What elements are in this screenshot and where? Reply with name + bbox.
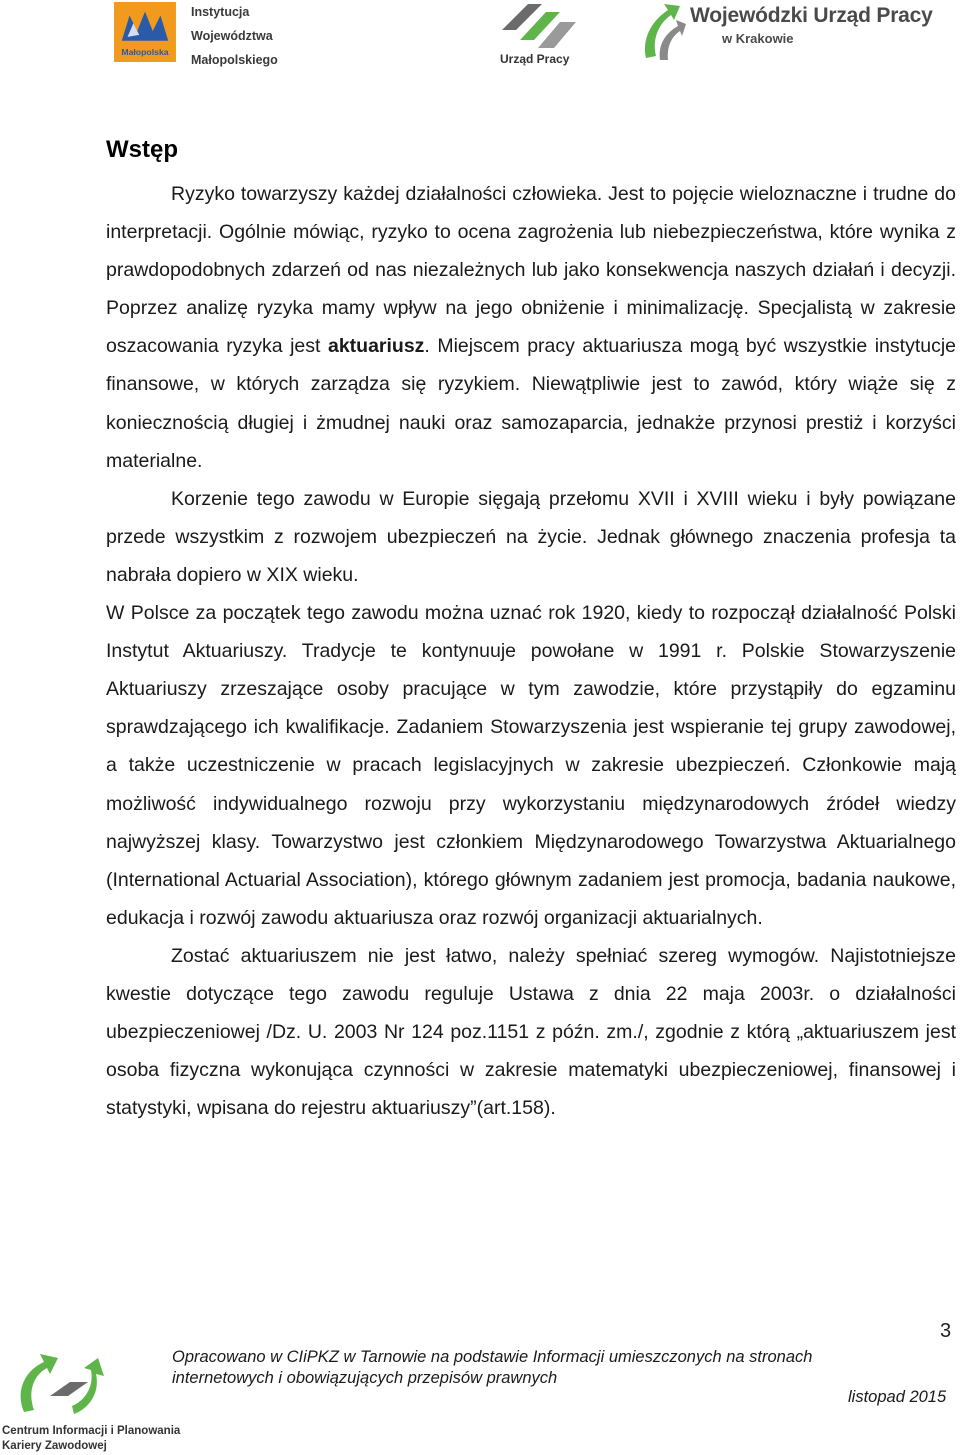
- wup-subtitle: w Krakowie: [722, 31, 794, 46]
- section-heading: Wstęp: [106, 136, 178, 163]
- malopolska-line-2: Województwa: [191, 29, 273, 43]
- paragraph-1: [106, 175, 956, 480]
- paragraph-4: Zostać aktuariuszem nie jest łatwo, należy spełniać szereg wymogów. Najistotniejsze kwestie dotyczące tego zawodu reguluje Ustawa z dnia 22 maja 2003r. o działalności ubezpieczeniowej /Dz. U. 2003 Nr 124 poz.1151 z późn. zm./, zgodnie z którą „aktuariuszem jest osoba fizyczna wykonująca czynności w zakresie matematyki ubezpieczeniowej, finansowej i statystyki, wpisana do rejestru aktuariuszy”(art.158).: [106, 944, 956, 1120]
- cip-logo: [0, 1352, 181, 1455]
- wup-arrows-icon: [640, 0, 688, 64]
- footer-line-1: Opracowano w CIiPKZ w Tarnowie na podstawie Informacji umieszczonych na stronach: [172, 1348, 813, 1366]
- cip-arrows-icon: [14, 1352, 124, 1422]
- paragraph-2: Korzenie tego zawodu w Europie sięgają przełomu XVII i XVIII wieku i były powiązane przede wszystkim z rozwojem ubezpieczeń na życie. Jednak głównego znaczenia profesja ta nabrała dopiero w XIX wieku.: [106, 487, 956, 586]
- urzad-pracy-label: Urząd Pracy: [500, 52, 570, 66]
- malopolska-logo: [113, 0, 293, 72]
- malopolska-line-1: Instytucja: [191, 5, 250, 19]
- footer-note: [172, 1347, 812, 1389]
- urzad-pracy-logo: [498, 0, 580, 70]
- document-body: [106, 175, 956, 1127]
- malopolska-mark-label: Małopolska: [121, 47, 169, 58]
- wup-logo: [640, 0, 940, 70]
- malopolska-line-3: Małopolskiego: [191, 53, 278, 67]
- cip-line-1: Centrum Informacji i Planowania: [2, 1425, 181, 1437]
- footer-line-2: internetowych i obowiązujących przepisów prawnych: [172, 1369, 558, 1387]
- page-number: 3: [940, 1320, 952, 1342]
- malopolska-emblem-icon: [113, 2, 177, 62]
- p1-text-before: Ryzyko towarzyszy każdej działalności człowieka. Jest to pojęcie wieloznaczne i trudne do interpretacji. Ogólnie mówiąc, ryzyko to ocena zagrożenia lub niebezpieczeństwa, które wynika z prawdopodobnych zdarzeń od nas niezależnych lub jako konsekwencja naszych działań i decyzji. Poprzez analizę ryzyka mamy wpływ na jego obniżenie i minimalizację. Specjalistą w zakresie oszacowania ryzyka jest: [106, 183, 956, 358]
- p1-text-after: . Miejscem pracy aktuariusza mogą być wszystkie instytucje finansowe, w których zarządza się ryzykiem. Niewątpliwie jest to zawód, który wiąże się z koniecznością długiej i żmudnej nauki oraz samozaparcia, jednakże przynosi prestiż i korzyści materialne.: [106, 335, 957, 472]
- cip-line-2: Kariery Zawodowej: [2, 1440, 107, 1452]
- urzad-pracy-arrows-icon: [498, 0, 580, 52]
- wup-title: Wojewódzki Urząd Pracy: [690, 4, 933, 27]
- p1-bold-term: aktuariusz: [327, 335, 425, 358]
- paragraph-3: W Polsce za początek tego zawodu można uznać rok 1920, kiedy to rozpoczął działalność Polski Instytut Aktuariuszy. Tradycje te kontynuuje powołane w 1991 r. Polskie Stowarzyszenie Aktuariuszy zrzeszające osoby pracujące w tym zawodzie, które przystąpiły do egzaminu sprawdzającego ich kwalifikacje. Zadaniem Stowarzyszenia jest wspieranie tej grupy zawodowej, a także uczestniczenie w pracach legislacyjnych w zakresie ubezpieczeń. Członkowie mają możliwość indywidualnego rozwoju przy wykorzystaniu międzynarodowych źródeł wiedzy najwyższej klasy. Towarzystwo jest członkiem Międzynarodowego Towarzystwa Aktuarialnego (International Actuarial Association), którego głównym zadaniem jest promocja, badania naukowe, edukacja i rozwój zawodu aktuariusza oraz rozwój organizacji aktuarialnych.: [106, 602, 956, 929]
- footer-date: listopad 2015: [848, 1388, 947, 1406]
